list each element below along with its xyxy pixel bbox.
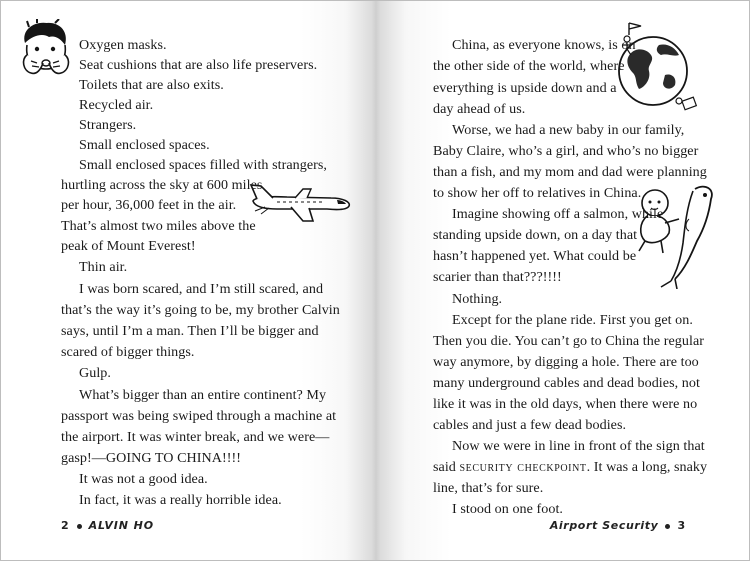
text-fragment: said: [433, 459, 460, 475]
text-line: gasp!—GOING TO CHINA!!!!: [61, 450, 241, 466]
text-line: hurtling across the sky at 600 miles: [61, 177, 263, 193]
text-line: Recycled air.: [79, 97, 154, 113]
text-line: Now we were in line in front of the sign that: [452, 438, 705, 454]
text-line: standing upside down, on a day that: [433, 227, 638, 243]
text-line: everything is upside down and a: [433, 80, 617, 96]
text-line: than a fish, and my mom and dad were planning: [433, 164, 707, 180]
page-number: 3: [677, 519, 686, 532]
text-line: passport was being swiped through a machine at: [61, 408, 337, 424]
text-line: to show her off to relatives in China.: [433, 185, 642, 201]
boy-with-hands-on-face-icon: [15, 19, 77, 77]
text-line: cables and just a few dead bodies.: [433, 417, 627, 433]
text-line: many underground cables and dead bodies, not: [433, 375, 700, 391]
text-line: China, as everyone knows, is on: [452, 37, 636, 53]
text-fragment: . It was a long, snaky: [586, 459, 708, 475]
text-line: What’s bigger than an entire continent? My: [79, 387, 327, 403]
text-line: the other side of the world, where: [433, 58, 625, 74]
footer-dot: [665, 524, 670, 529]
text-line: says, until I’m a man. Then I’ll be bigger and: [61, 323, 319, 339]
text-line: Toilets that are also exits.: [79, 77, 224, 93]
text-line: like it was in the old days, when there were no: [433, 396, 698, 412]
text-line: way anymore, by digging a hole. There are too: [433, 354, 699, 370]
text-line: [433, 457, 707, 477]
text-line: Gulp.: [79, 365, 111, 381]
text-line: It was not a good idea.: [79, 471, 208, 487]
text-line: Seat cushions that are also life preservers.: [79, 57, 318, 73]
text-line: scared of bigger things.: [61, 344, 195, 360]
text-line: hasn’t happened yet. What could be: [433, 248, 637, 264]
text-line: Small enclosed spaces.: [79, 137, 210, 153]
text-line: I was born scared, and I’m still scared, and: [79, 281, 324, 297]
text-line: that’s the way it’s going to be, my brother Calvin: [61, 302, 340, 318]
text-line: peak of Mount Everest!: [61, 238, 196, 254]
page-number: 2: [61, 519, 70, 532]
text-line: Oxygen masks.: [79, 37, 167, 53]
baby-and-fish-icon: [635, 179, 719, 289]
right-footer: [550, 519, 686, 532]
text-line: Baby Claire, who’s a girl, and who’s no bigger: [433, 143, 699, 159]
text-line: Imagine showing off a salmon, while: [452, 206, 664, 222]
left-footer: [61, 519, 154, 532]
airplane-icon: [247, 181, 353, 223]
text-line: Except for the plane ride. First you get on.: [452, 312, 693, 328]
text-line: Then you die. You can’t go to China the regular: [433, 333, 704, 349]
text-line: day ahead of us.: [433, 101, 526, 117]
text-line: the airport. It was winter break, and we were—: [61, 429, 330, 445]
text-line: I stood on one foot.: [452, 501, 563, 517]
text-line: Nothing.: [452, 291, 503, 307]
text-line: Strangers.: [79, 117, 137, 133]
security-checkpoint-sign-text: security checkpoint: [459, 459, 587, 475]
text-line: scarier than that???!!!!: [433, 269, 562, 285]
text-line: Thin air.: [79, 259, 128, 275]
text-line: Small enclosed spaces filled with strangers,: [79, 157, 327, 173]
running-head: Airport Security: [549, 519, 659, 532]
text-line: That’s almost two miles above the: [61, 218, 256, 234]
text-line: line, that’s for sure.: [433, 480, 544, 496]
text-line: per hour, 36,000 feet in the air.: [61, 197, 237, 213]
running-head: ALVIN HO: [88, 519, 154, 532]
left-page: [1, 1, 375, 560]
footer-dot: [77, 524, 82, 529]
text-line: In fact, it was a really horrible idea.: [79, 492, 282, 508]
right-page: [375, 1, 749, 560]
text-line: Worse, we had a new baby in our family,: [452, 122, 685, 138]
